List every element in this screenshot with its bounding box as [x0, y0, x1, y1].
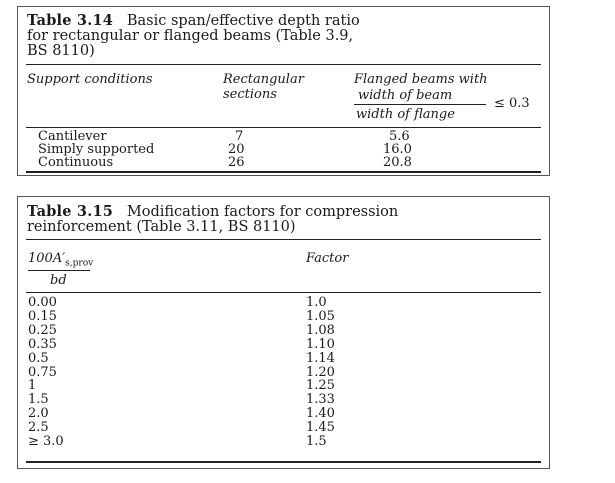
flanged-ratio-numerator: width of beam: [358, 88, 453, 103]
factor-cell: 1.14: [306, 350, 335, 366]
header-top-rule: [26, 239, 541, 240]
flanged-cell: 16.0: [383, 142, 412, 157]
support-cell: Simply supported: [38, 142, 155, 157]
factor-column: [306, 296, 335, 449]
ratio-cell: 0.00: [28, 295, 57, 310]
ratio-column: [28, 296, 64, 449]
table-number: Table 3.14: [27, 12, 114, 29]
table-title-line-1: Modification factors for compression: [126, 204, 399, 220]
rectangular-cell: 26: [228, 155, 245, 170]
ratio-cell: 1.5: [28, 392, 49, 408]
ratio-cell: 1: [28, 378, 37, 394]
factor-cell: 1.5: [306, 434, 327, 450]
flanged-ratio-denominator: width of flange: [356, 107, 455, 122]
factor-cell: 1.10: [306, 336, 335, 352]
column-header-rectangular-line-2: sections: [223, 87, 277, 102]
table-3-15: [17, 196, 550, 469]
table-title-line-2: reinforcement (Table 3.11, BS 8110): [27, 219, 296, 235]
table-bottom-rule: [26, 461, 541, 463]
column-header-support: Support conditions: [27, 72, 153, 87]
table-title-line-3: BS 8110): [27, 43, 95, 59]
ratio-numerator-subscript: s,prov: [65, 258, 94, 269]
table-3-14: [17, 6, 550, 176]
ratio-cell: 0.75: [28, 364, 57, 380]
table-title-line-2: for rectangular or flanged beams (Table 3.9,: [27, 28, 354, 44]
factor-cell: 1.20: [306, 364, 335, 380]
support-cell: Cantilever: [38, 129, 107, 144]
ratio-cell: 0.35: [28, 336, 57, 352]
factor-column-header: Factor: [306, 251, 349, 266]
ratio-cell: 2.5: [28, 420, 49, 436]
ratio-cell: 0.25: [28, 322, 57, 338]
ratio-column-header-numerator: [28, 252, 93, 271]
ratio-cell: 0.15: [28, 308, 57, 324]
ratio-cell: 2.0: [28, 406, 49, 422]
ratio-cell: 0.5: [28, 350, 49, 366]
table-number: Table 3.15: [27, 203, 114, 220]
column-header-flanged-line-1: Flanged beams with: [354, 72, 488, 87]
table-caption: [27, 13, 360, 59]
factor-cell: 1.05: [306, 308, 335, 324]
header-bottom-rule: [26, 127, 541, 128]
ratio-fraction-bar: [28, 270, 90, 271]
factor-cell: 1.40: [306, 406, 335, 422]
flanged-cell: 20.8: [383, 155, 412, 170]
flanged-ratio-condition: ≤ 0.3: [494, 96, 530, 111]
table-caption: [27, 204, 398, 235]
support-cell: Continuous: [38, 155, 114, 170]
ratio-numerator-text: 100A′: [28, 251, 66, 266]
factor-cell: 1.08: [306, 322, 335, 338]
factor-cell: 1.33: [306, 392, 335, 408]
flanged-ratio-fraction-bar: [354, 104, 486, 105]
factor-cell: 1.0: [306, 295, 327, 310]
table-bottom-rule: [26, 171, 541, 173]
column-header-rectangular-line-1: Rectangular: [223, 72, 304, 87]
header-bottom-rule: [26, 292, 541, 293]
rectangular-cell: 7: [235, 129, 244, 144]
flanged-cell: 5.6: [389, 129, 410, 144]
factor-cell: 1.25: [306, 378, 335, 394]
rectangular-cell: 20: [228, 142, 245, 157]
factor-cell: 1.45: [306, 420, 335, 436]
header-top-rule: [26, 64, 541, 65]
table-title-line-1: Basic span/effective depth ratio: [126, 13, 360, 29]
ratio-cell: ≥ 3.0: [28, 434, 64, 450]
ratio-column-header-denominator: bd: [50, 273, 67, 288]
